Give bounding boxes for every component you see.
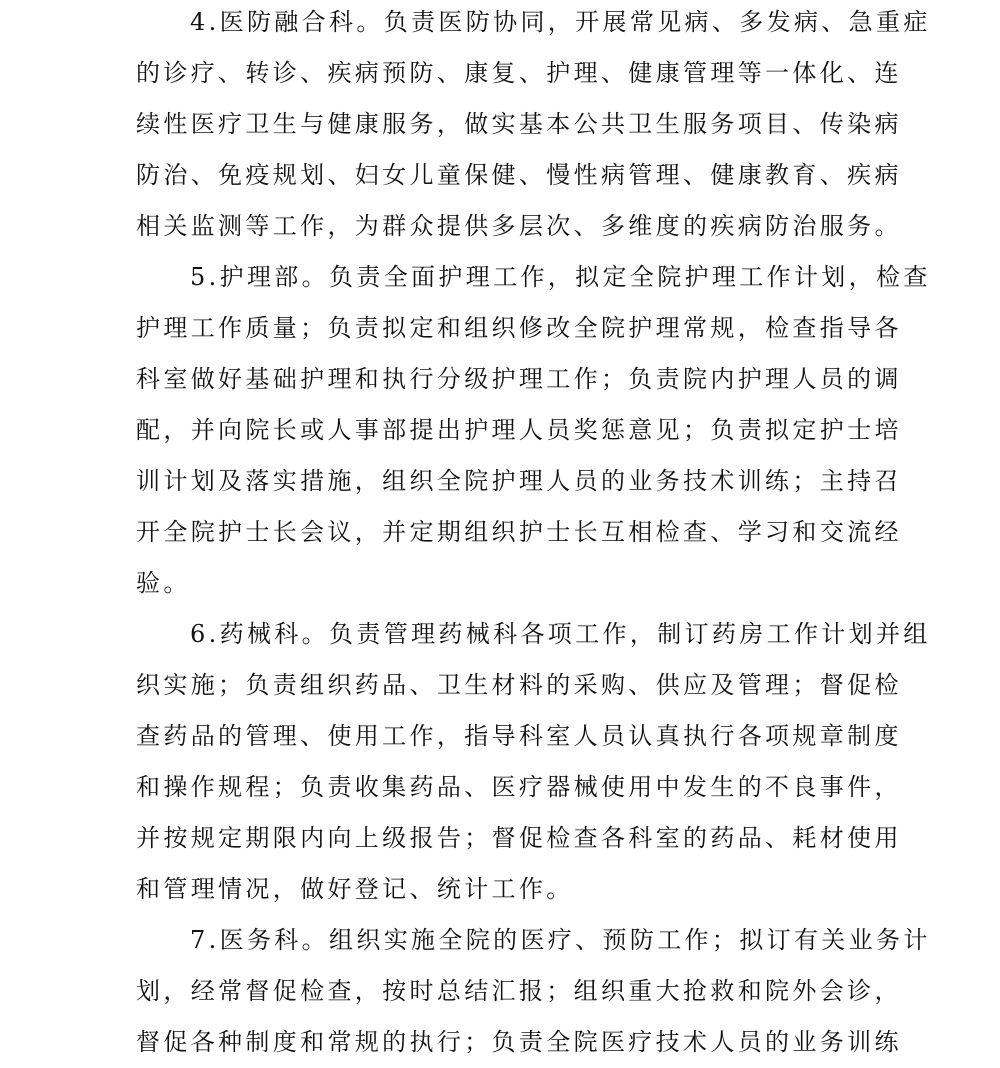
- paragraph-7-yiwu-ke: [136, 915, 931, 1068]
- text-line: 验。: [136, 569, 191, 597]
- text-line: 织实施；负责组织药品、卫生材料的采购、供应及管理；督促检: [136, 671, 902, 699]
- text-line: 4.医防融合科。负责医防协同，开展常见病、多发病、急重症: [190, 8, 931, 36]
- text-line: 和操作规程；负责收集药品、医疗器械使用中发生的不良事件，: [136, 773, 902, 801]
- document-page: [136, 0, 931, 1068]
- text-line: 查药品的管理、使用工作，指导科室人员认真执行各项规章制度: [136, 722, 902, 750]
- text-line: 配，并向院长或人事部提出护理人员奖惩意见；负责拟定护士培: [136, 416, 902, 444]
- text-line: 划，经常督促检查，按时总结汇报；组织重大抢救和院外会诊，: [136, 977, 902, 1005]
- text-line: 7.医务科。组织实施全院的医疗、预防工作；拟订有关业务计: [190, 926, 931, 954]
- paragraph-6-yaoxie-ke: [136, 609, 931, 915]
- text-line: 相关监测等工作，为群众提供多层次、多维度的疾病防治服务。: [136, 212, 902, 240]
- text-line: 5.护理部。负责全面护理工作，拟定全院护理工作计划，检查: [190, 263, 931, 291]
- paragraph-4-yifang-ronghe-ke: [136, 0, 931, 252]
- text-line: 开全院护士长会议，并定期组织护士长互相检查、学习和交流经: [136, 518, 902, 546]
- text-line: 训计划及落实措施，组织全院护理人员的业务技术训练；主持召: [136, 467, 902, 495]
- text-line: 续性医疗卫生与健康服务，做实基本公共卫生服务项目、传染病: [136, 110, 902, 138]
- text-line: 并按规定期限内向上级报告；督促检查各科室的药品、耗材使用: [136, 824, 902, 852]
- text-line: 督促各种制度和常规的执行；负责全院医疗技术人员的业务训练: [136, 1028, 902, 1056]
- text-line: 6.药械科。负责管理药械科各项工作，制订药房工作计划并组: [190, 620, 931, 648]
- text-line: 防治、免疫规划、妇女儿童保健、慢性病管理、健康教育、疾病: [136, 161, 902, 189]
- text-line: 护理工作质量；负责拟定和组织修改全院护理常规，检查指导各: [136, 314, 902, 342]
- text-line: 和管理情况，做好登记、统计工作。: [136, 875, 574, 903]
- paragraph-5-huli-bu: [136, 252, 931, 609]
- text-line: 科室做好基础护理和执行分级护理工作；负责院内护理人员的调: [136, 365, 902, 393]
- text-line: 的诊疗、转诊、疾病预防、康复、护理、健康管理等一体化、连: [136, 59, 902, 87]
